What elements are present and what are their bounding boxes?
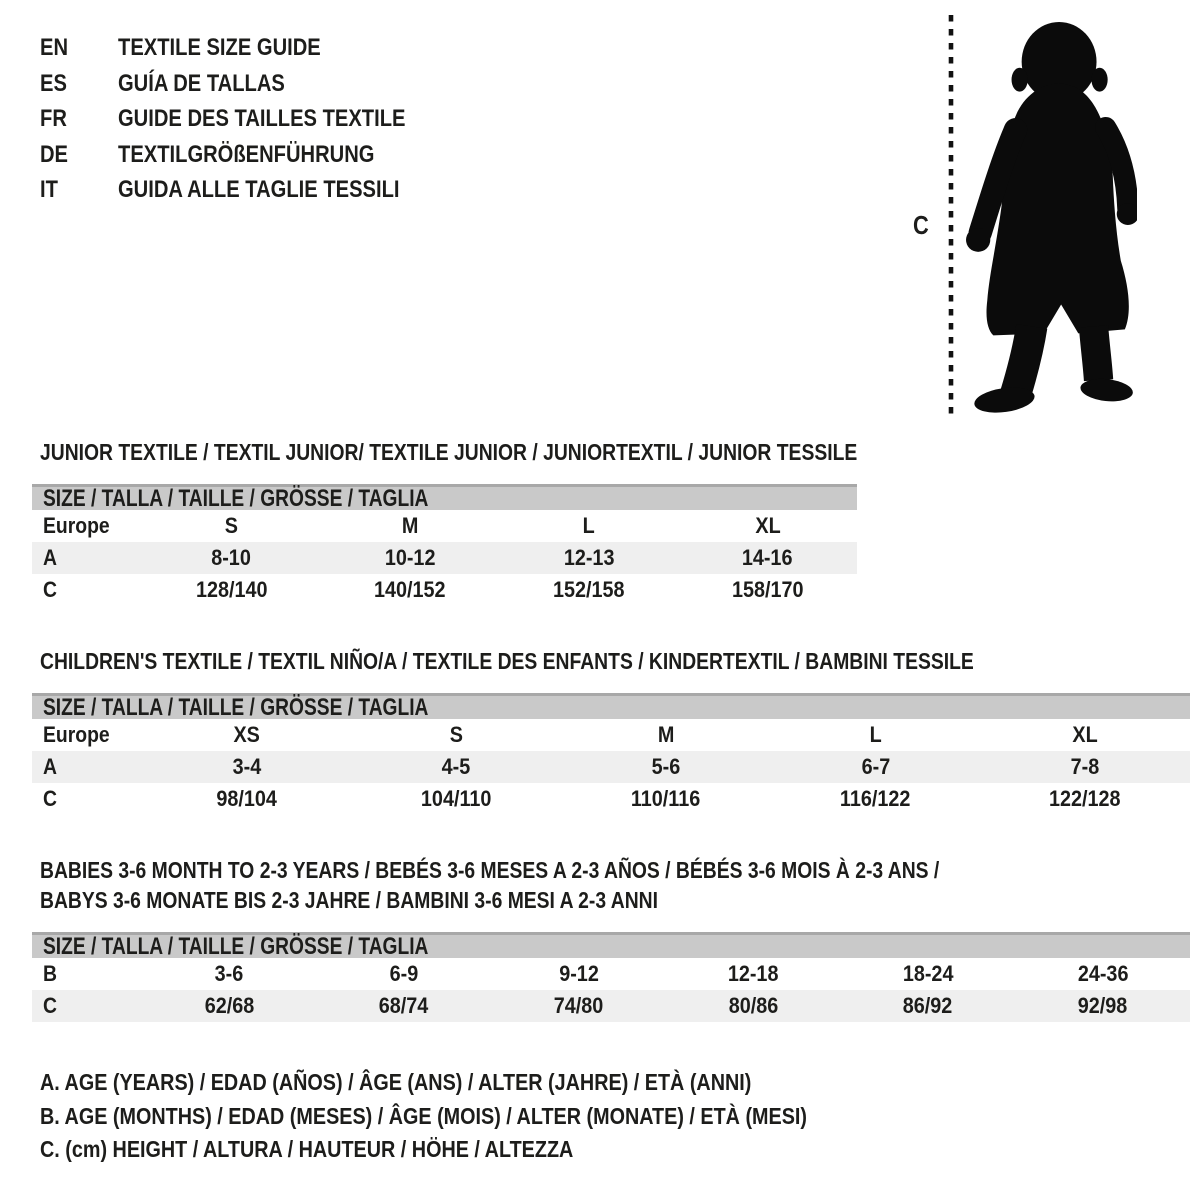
size-table-header-bar xyxy=(32,932,1190,958)
section-title-line: JUNIOR TEXTILE / TEXTIL JUNIOR/ TEXTILE JUNIOR / JUNIORTEXTIL / JUNIOR TESSILE xyxy=(40,439,858,465)
footnote: B. AGE (MONTHS) / EDAD (MESES) / ÂGE (MOIS) / ALTER (MONATE) / ETÀ (MESI) xyxy=(40,1102,807,1129)
language-row xyxy=(40,137,460,173)
row-label: Europe xyxy=(43,513,110,538)
table-cell: M xyxy=(401,513,419,538)
table-row-europe xyxy=(32,510,857,542)
language-title: TEXTILE SIZE GUIDE xyxy=(118,34,321,61)
section-title xyxy=(40,646,1190,676)
size-table-header-label: SIZE / TALLA / TAILLE / GRÖSSE / TAGLIA xyxy=(43,484,429,512)
section-junior xyxy=(32,437,1190,606)
table-cell: 122/128 xyxy=(1049,786,1121,811)
language-code: ES xyxy=(40,69,67,97)
table-row-a xyxy=(32,751,1190,783)
language-code: DE xyxy=(40,140,69,168)
table-cell: 128/140 xyxy=(195,577,268,602)
height-marker-label: C xyxy=(913,210,929,240)
language-row xyxy=(40,66,460,102)
table-cell: 86/92 xyxy=(903,993,953,1018)
table-row-c xyxy=(32,574,857,606)
table-cell: 7-8 xyxy=(1070,754,1100,779)
size-table xyxy=(32,484,857,606)
section-title xyxy=(40,855,1190,915)
table-cell: 110/116 xyxy=(631,786,701,811)
language-code: FR xyxy=(40,105,67,132)
row-label: B xyxy=(43,961,57,986)
table-row-c xyxy=(32,990,1190,1022)
section-babies xyxy=(32,855,1190,1022)
row-label: Europe xyxy=(43,722,110,747)
table-cell: 18-24 xyxy=(902,961,954,986)
table-cell: 12-18 xyxy=(728,961,779,986)
table-row-europe xyxy=(32,719,1190,751)
row-label: C xyxy=(43,993,57,1018)
table-cell: XL xyxy=(1072,722,1098,747)
size-table-rows xyxy=(32,510,857,606)
table-cell: 158/170 xyxy=(731,577,804,602)
table-cell: 6-7 xyxy=(861,754,890,779)
table-cell: 12-13 xyxy=(563,545,615,570)
size-table-rows xyxy=(32,958,1190,1022)
language-title: GUIDA ALLE TAGLIE TESSILI xyxy=(118,176,400,203)
table-cell: 10-12 xyxy=(384,545,436,570)
table-cell: 116/122 xyxy=(840,786,911,811)
footnote: A. AGE (YEARS) / EDAD (AÑOS) / ÂGE (ANS) / ALTER (JAHRE) / ETÀ (ANNI) xyxy=(40,1069,752,1095)
table-row-a xyxy=(32,542,857,574)
table-cell: M xyxy=(657,722,675,747)
row-label: C xyxy=(43,786,57,811)
size-table-rows xyxy=(32,719,1190,815)
size-table xyxy=(32,932,1190,1022)
language-title: TEXTILGRÖßENFÜHRUNG xyxy=(118,140,375,168)
size-table-header-bar xyxy=(32,484,857,510)
table-cell: S xyxy=(449,722,463,747)
row-label: A xyxy=(43,545,57,570)
height-figure xyxy=(900,0,1200,430)
table-cell: L xyxy=(582,513,595,538)
table-cell: 6-9 xyxy=(389,961,419,986)
table-cell: 3-6 xyxy=(215,961,244,986)
language-row xyxy=(40,101,460,137)
table-cell: 152/158 xyxy=(553,577,625,602)
table-cell: 62/68 xyxy=(204,993,255,1018)
size-table-header-label: SIZE / TALLA / TAILLE / GRÖSSE / TAGLIA xyxy=(43,932,429,960)
table-cell: 80/86 xyxy=(728,993,779,1018)
section-title-line: BABIES 3-6 MONTH TO 2-3 YEARS / BEBÉS 3-6 MESES A 2-3 AÑOS / BÉBÉS 3-6 MOIS À 2-3 ANS / xyxy=(40,857,940,883)
row-label: C xyxy=(43,577,57,602)
toddler-silhouette-icon xyxy=(965,18,1137,416)
section-title-line: CHILDREN'S TEXTILE / TEXTIL NIÑO/A / TEXTILE DES ENFANTS / KINDERTEXTIL / BAMBINI TESSILE xyxy=(40,648,974,674)
table-cell: 74/80 xyxy=(553,993,604,1018)
table-cell: 4-5 xyxy=(442,754,471,779)
table-cell: 8-10 xyxy=(211,545,252,570)
section-children xyxy=(32,646,1190,815)
table-cell: 68/74 xyxy=(379,993,429,1018)
table-cell: 3-4 xyxy=(232,754,262,779)
size-table-header-label: SIZE / TALLA / TAILLE / GRÖSSE / TAGLIA xyxy=(43,693,429,721)
language-title: GUIDE DES TAILLES TEXTILE xyxy=(118,105,406,132)
table-cell: XS xyxy=(233,722,261,747)
table-cell: 104/110 xyxy=(421,786,492,811)
section-title-line: BABYS 3-6 MONATE BIS 2-3 JAHRE / BAMBINI 3-6 MESI A 2-3 ANNI xyxy=(40,887,658,913)
language-row xyxy=(40,30,460,66)
language-title: GUÍA DE TALLAS xyxy=(118,69,285,97)
table-row-c xyxy=(32,783,1190,815)
table-cell: 5-6 xyxy=(651,754,681,779)
section-title xyxy=(40,437,1190,467)
language-code: IT xyxy=(40,176,58,203)
height-dashed-line xyxy=(948,15,954,415)
table-cell: L xyxy=(869,722,882,747)
footnote: C. (cm) HEIGHT / ALTURA / HAUTEUR / HÖHE / ALTEZZA xyxy=(40,1136,574,1162)
table-cell: 9-12 xyxy=(558,961,599,986)
table-row-b xyxy=(32,958,1190,990)
language-header xyxy=(40,30,460,208)
table-cell: 140/152 xyxy=(374,577,446,602)
table-cell: 92/98 xyxy=(1077,993,1128,1018)
language-code: EN xyxy=(40,34,69,61)
table-cell: 14-16 xyxy=(742,545,793,570)
table-cell: 24-36 xyxy=(1077,961,1129,986)
size-table xyxy=(32,693,1190,815)
table-cell: S xyxy=(224,513,238,538)
row-label: A xyxy=(43,754,57,779)
table-cell: XL xyxy=(754,513,781,538)
language-row xyxy=(40,172,460,208)
table-cell: 98/104 xyxy=(216,786,278,811)
footnotes xyxy=(40,1066,932,1167)
size-table-header-bar xyxy=(32,693,1190,719)
